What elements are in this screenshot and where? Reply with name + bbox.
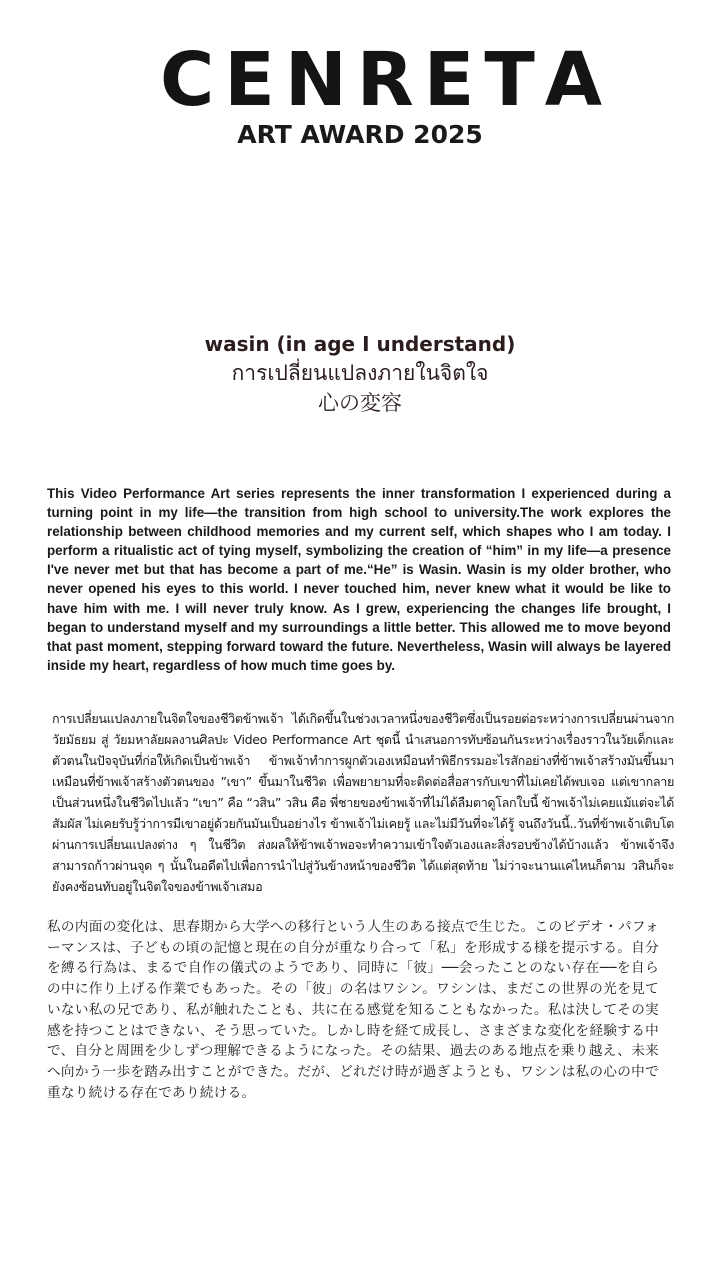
artwork-title-japanese: 心の変容 — [318, 391, 402, 415]
statement-thai: การเปลี่ยนแปลงภายในจิตใจของชีวิตข้าพเจ้า ได้เกิดขึ้นในช่วงเวลาหนึ่งของชีวิตซึ่งเป็นรอยต่อระหว่างการเปลี่ยนผ่านจากวัยมัธยม สู่ วัยมหาลัยผลงานศิลปะ Video Performance Art ชุดนี้ นำเสนอการทับซ้อนกันระหว่างเรื่องราวในวัยเด็กและตัวตนในปัจจุบันที่ก่อให้เกิดเป็นข้าพเจ้า ข้าพเจ้าทำการผูกตัวเองเหมือนทำพิธีกรรมอะไรสักอย่างที่ข้าพเจ้าสร้างมันขึ้นมา เหมือนที่ข้าพเจ้าสร้างตัวตนของ ”เขา” ขึ้นมาในชีวิต เพื่อพยายามที่จะติดต่อสื่อสารกับเขาที่ไม่เคยได้พบเจอ แต่เขากลายเป็นส่วนหนึ่งในชีวิตไปแล้ว “เขา” คือ “วสิน” วสิน คือ พี่ชายของข้าพเจ้าที่ไม่ได้ลืมตาดูโลกใบนี้ ข้าพเจ้าไม่เคยแม้แต่จะได้สัมผัส ไม่เคยรับรู้ว่าการมีเขาอยู่ด้วยกันมันเป็นอย่างไร ข้าพเจ้าไม่เคยรู้ และไม่มีวันที่จะได้รู้ จนถึงวันนี้..วันที่ข้าพเจ้าเติบโต ผ่านการเปลี่ยนแปลงต่าง ๆ ในชีวิต ส่งผลให้ข้าพเจ้าพอจะทำความเข้าใจตัวเองและสิ่งรอบข้างได้บ้างแล้ว ข้าพเจ้าจึงสามารถก้าวผ่านจุด ๆ นั้นในอดีตไปเพื่อการนำไปสู่วันข้างหน้าของชีวิต ได้แต่สุดท้าย ไม่ว่าจะนานแค่ไหนก็ตาม วสินก็จะยังคงซ้อนทับอยู่ในจิตใจของข้าพเจ้าเสมอ — [52, 711, 674, 894]
artwork-title-english: wasin (in age I understand) — [204, 332, 516, 356]
logo-wordmark: CENREТА — [160, 37, 613, 123]
artwork-title-block — [0, 330, 720, 418]
artwork-title-thai: การเปลี่ยนแปลงภายในจิตใจ — [231, 361, 489, 385]
cenreta-logo — [150, 37, 613, 123]
award-title: ART AWARD 2025 — [237, 120, 483, 149]
statement-japanese: 私の内面の変化は、思春期から大学への移行という人生のある接点で生じた。このビデオ・パフォーマンスは、子どもの頃の記憶と現在の自分が重なり合って「私」を形成する様を提示する。自分を縛る行為は、まるで自作の儀式のようであり、同時に「彼」──会ったことのない存在──を自らの中に作り上げる作業でもあった。その「彼」の名はワシン。ワシンは、まだこの世界の光を見ていない私の兄であり、私が触れたことも、共に在る感覚を知ることもなかった。私は決してその実感を持つことはできない、そう思っていた。しかし時を経て成長し、さまざまな変化を経験する中で、自分と周囲を少しずつ理解できるようになった。その結果、過去のある地点を乗り越え、未来へ向かう一歩を踏み出すことができた。だが、どれだけ時が過ぎようとも、ワシンは私の心の中で重なり続ける存在であり続ける。 — [47, 919, 659, 1101]
page-header — [0, 37, 720, 149]
statement-english: This Video Performance Art series represents the inner transformation I experienced during a turning point in my life—the transition from high school to university.The work explores the relationship between childhood memories and my current self, which shapes who I am today. I perform a ritualistic act of tying myself, symbolizing the creation of “him” in my life—a presence I've never met but that has become a part of me.“He” is Wasin. Wasin is my older brother, who never opened his eyes to this world. I never touched him, never knew what it would be like to have him with me. I will never truly know. As I grew, experiencing the changes life brought, I began to understand myself and my surroundings a little better. This allowed me to move beyond that past moment, stepping forward toward the future. Nevertheless, Wasin will always be layered inside my heart, regardless of how much time goes by. — [47, 486, 671, 673]
